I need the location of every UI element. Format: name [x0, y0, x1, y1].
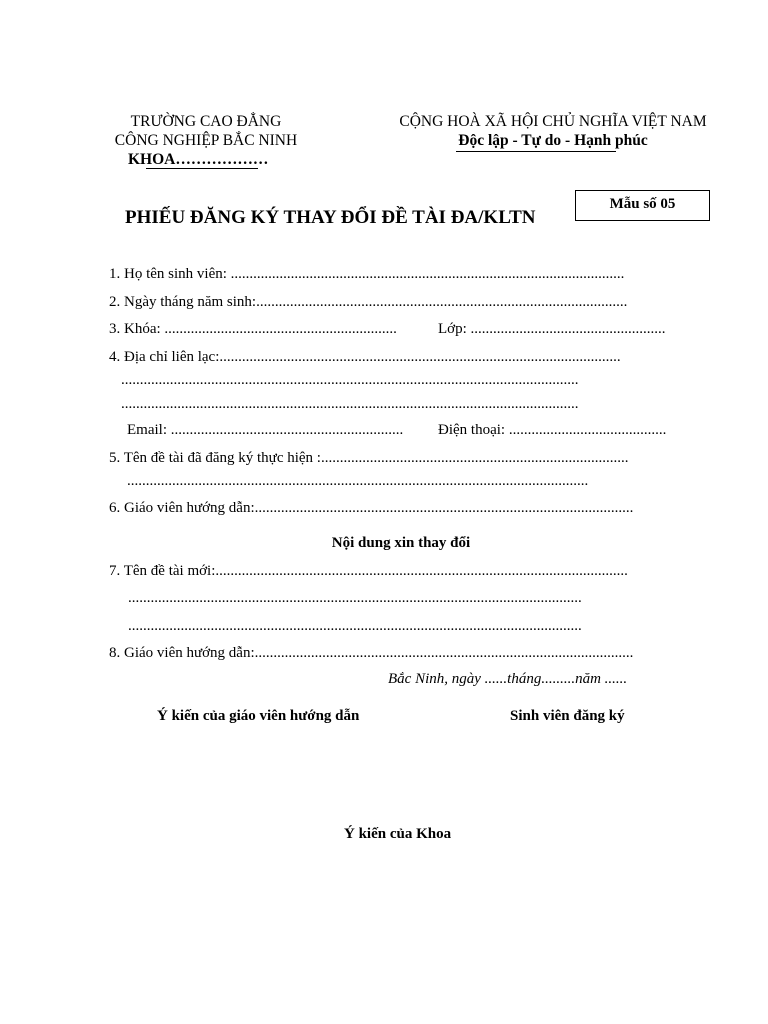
field-date-of-birth: 2. Ngày tháng năm sinh:...................................................................................................	[109, 294, 628, 310]
field-new-topic: 7. Tên đề tài mới:..............................................................................................................	[109, 563, 628, 579]
field-address-line2: ..........................................................................................................................	[121, 372, 579, 388]
field-class: Lớp: ....................................................	[438, 321, 666, 337]
nation-name: CỘNG HOÀ XÃ HỘI CHỦ NGHĨA VIỆT NAM	[399, 113, 707, 130]
advisor-opinion-label: Ý kiến của giáo viên hướng dẫn	[157, 708, 360, 724]
form-number: Mẫu số 05	[609, 196, 676, 212]
section-heading: Nội dung xin thay đổi	[331, 535, 471, 551]
field-old-advisor: 6. Giáo viên hướng dẫn:.....................................................................................................	[109, 500, 634, 516]
school-name-line2: CÔNG NGHIỆP BẮC NINH	[114, 132, 298, 149]
field-address-line3: ..........................................................................................................................	[121, 396, 579, 412]
field-old-topic-line2: ...........................................................................................................................	[127, 473, 589, 489]
field-student-name: 1. Họ tên sinh viên: .........................................................................................................	[109, 266, 625, 282]
department-opinion-label: Ý kiến của Khoa	[344, 826, 452, 842]
field-address: 4. Địa chỉ liên lạc:...........................................................................................................	[109, 349, 621, 365]
school-name-line1: TRƯỜNG CAO ĐẲNG	[130, 113, 282, 130]
page-title: PHIẾU ĐĂNG KÝ THAY ĐỔI ĐỀ TÀI ĐA/KLTN	[125, 207, 536, 228]
form-number-box	[575, 190, 710, 221]
field-old-topic: 5. Tên đề tài đã đăng ký thực hiện :..................................................................................	[109, 450, 629, 466]
field-email: Email: ..............................................................	[127, 422, 404, 438]
department-underline	[146, 168, 258, 169]
field-new-advisor: 8. Giáo viên hướng dẫn:.....................................................................................................	[109, 645, 634, 661]
date-line: Bắc Ninh, ngày ......tháng.........năm ......	[388, 671, 628, 687]
motto-underline	[456, 151, 616, 152]
field-new-topic-line3: .........................................................................................................................	[128, 618, 582, 634]
department-label: KHOA………………	[128, 151, 269, 168]
field-new-topic-line2: .........................................................................................................................	[128, 590, 582, 606]
national-motto: Độc lập - Tự do - Hạnh phúc	[458, 132, 648, 149]
student-signature-label: Sinh viên đăng ký	[510, 708, 625, 724]
field-course: 3. Khóa: ..............................................................	[109, 321, 397, 337]
field-phone: Điện thoại: ..........................................	[438, 422, 667, 438]
